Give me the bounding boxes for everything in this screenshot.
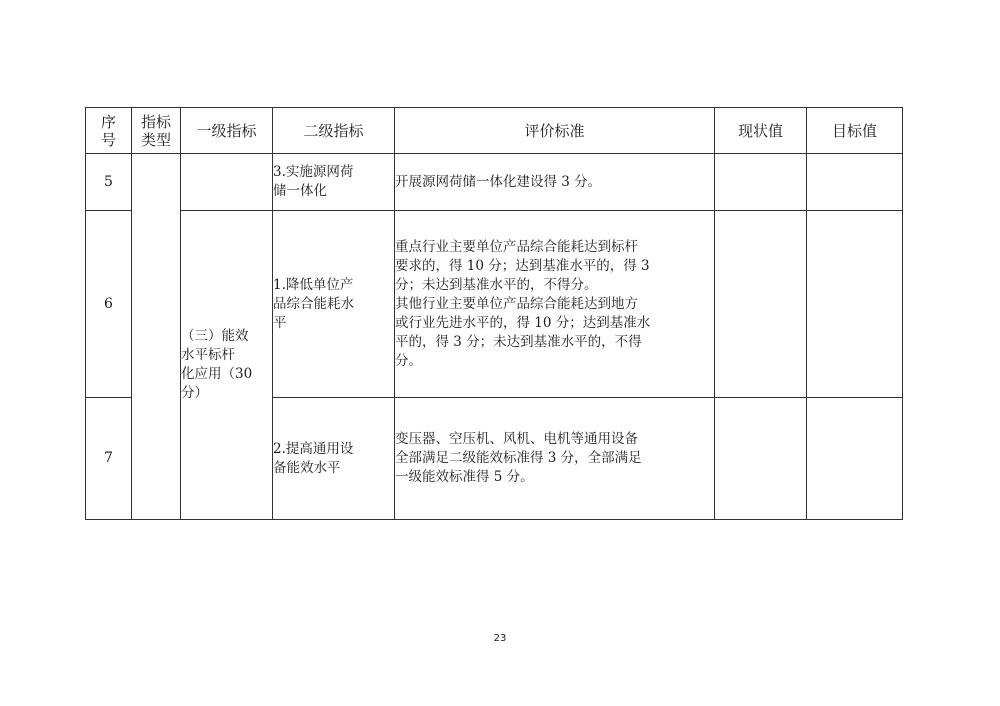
page-number: 23 (493, 633, 507, 644)
row-seq: 7 (86, 398, 132, 520)
indicator-type-cell (132, 154, 181, 520)
header-current: 现状值 (715, 108, 807, 154)
table-row (86, 154, 903, 211)
level2-cell: 3.实施源网荷 储一体化 (273, 154, 395, 211)
header-level1: 一级指标 (181, 108, 273, 154)
target-value-cell (807, 398, 903, 520)
header-row (86, 108, 903, 154)
indicator-table (85, 107, 903, 520)
header-criteria: 评价标准 (395, 108, 715, 154)
current-value-cell (715, 211, 807, 398)
criteria-cell: 变压器、空压机、风机、电机等通用设备 全部满足二级能效标准得 3 分，全部满足 一级能效标准得 5 分。 (395, 398, 715, 520)
row-seq: 6 (86, 211, 132, 398)
header-seq: 序 号 (86, 108, 132, 154)
header-target: 目标值 (807, 108, 903, 154)
level1-cell-empty (181, 154, 273, 211)
target-value-cell (807, 211, 903, 398)
current-value-cell (715, 154, 807, 211)
level1-cell: （三）能效 水平标杆 化应用（30 分） (181, 211, 273, 520)
level2-cell: 2.提高通用设 备能效水平 (273, 398, 395, 520)
table-row (86, 211, 903, 398)
header-type: 指标 类型 (132, 108, 181, 154)
target-value-cell (807, 154, 903, 211)
level2-cell: 1.降低单位产 品综合能耗水 平 (273, 211, 395, 398)
row-seq: 5 (86, 154, 132, 211)
criteria-cell: 重点行业主要单位产品综合能耗达到标杆 要求的，得 10 分；达到基准水平的，得 3 分；未达到基准水平的，不得分。 其他行业主要单位产品综合能耗达到地方 或行业先进水平的，得 10 分；达到基准水 平的，得 3 分；未达到基准水平的，不得 分。 (395, 211, 715, 398)
header-level2: 二级指标 (273, 108, 395, 154)
criteria-cell: 开展源网荷储一体化建设得 3 分。 (395, 154, 715, 211)
current-value-cell (715, 398, 807, 520)
